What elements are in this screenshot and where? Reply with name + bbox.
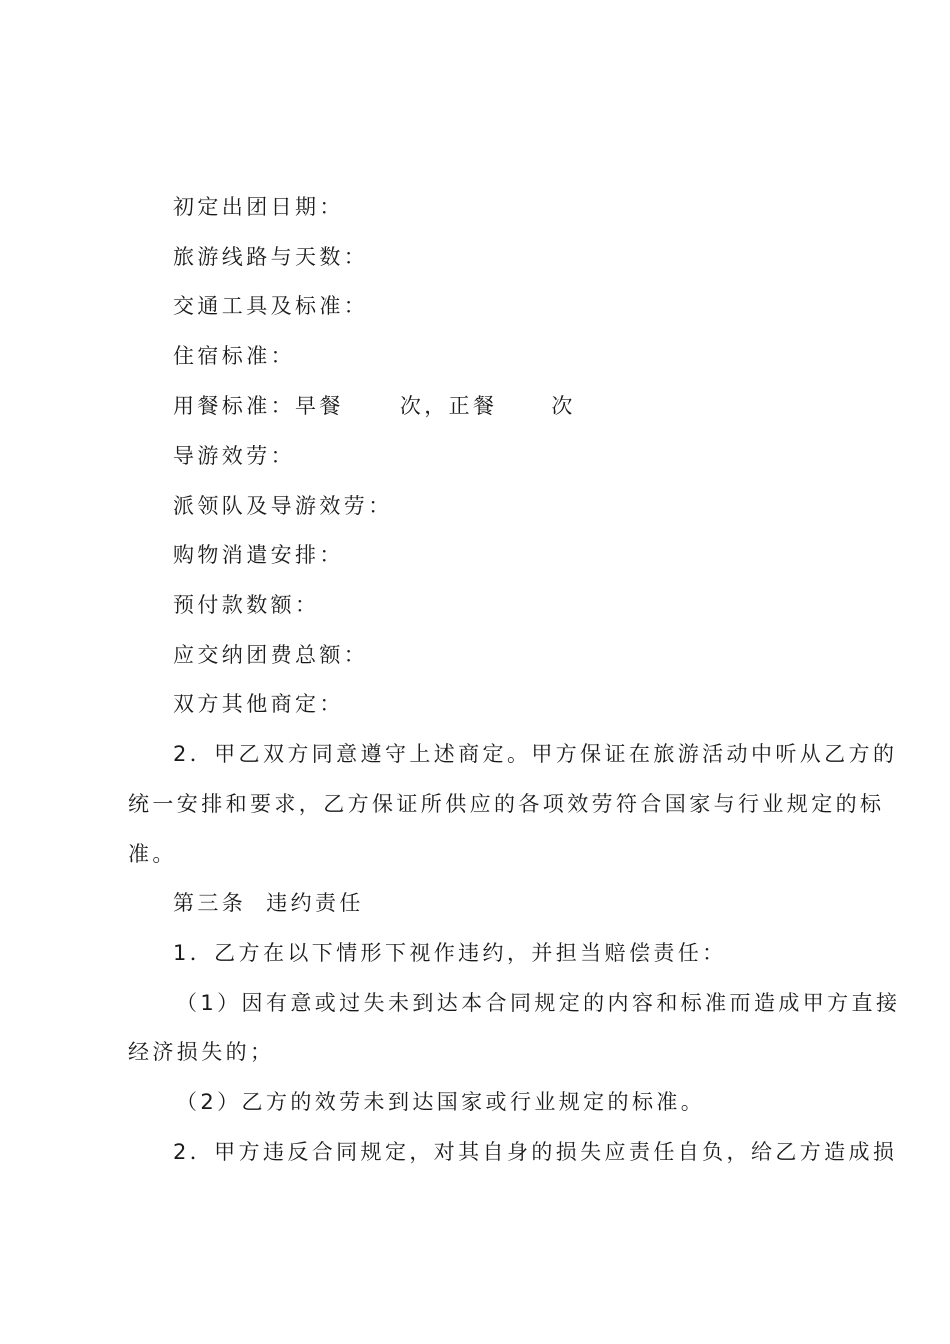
clause2-line2: 统一安排和要求，乙方保证所供应的各项效劳符合国家与行业规定的标: [128, 792, 885, 816]
article3-item1: 1．乙方在以下情形下视作违约，并担当赔偿责任：: [173, 941, 727, 965]
guide-field: 导游效劳：: [173, 444, 295, 468]
clause2-line3: 准。: [128, 842, 177, 866]
article3-sub1-line1: （1）因有意或过失未到达本合同规定的内容和标准而造成甲方直接: [176, 991, 901, 1015]
meals-times-1: 次，正餐: [399, 394, 498, 418]
clause2-line1: 2．甲乙双方同意遵守上述商定。甲方保证在旅游活动中听从乙方的: [173, 742, 898, 766]
tour-leader-field: 派领队及导游效劳：: [173, 494, 393, 518]
prepayment-field: 预付款数额：: [173, 593, 320, 617]
route-days-field: 旅游线路与天数：: [173, 245, 369, 269]
article3-item2: 2．甲方违反合同规定，对其自身的损失应责任自负，给乙方造成损: [173, 1140, 898, 1164]
meals-times-2: 次: [551, 394, 576, 418]
article3-sub1-line2: 经济损失的；: [128, 1040, 275, 1064]
meals-field: [173, 394, 879, 418]
other-field: 双方其他商定：: [173, 692, 344, 716]
total-fee-field: 应交纳团费总额：: [173, 643, 369, 667]
lodging-field: 住宿标准：: [173, 344, 295, 368]
article3-number: 第三条: [173, 891, 247, 915]
transport-field: 交通工具及标准：: [173, 294, 369, 318]
shopping-field: 购物消遣安排：: [173, 543, 344, 567]
meals-label: 用餐标准：早餐: [173, 394, 344, 418]
article3-title: 违约责任: [266, 891, 364, 915]
article3-sub2: （2）乙方的效劳未到达国家或行业规定的标准。: [176, 1090, 706, 1114]
article3-heading: [173, 891, 879, 915]
departure-date-field: 初定出团日期：: [173, 195, 344, 219]
